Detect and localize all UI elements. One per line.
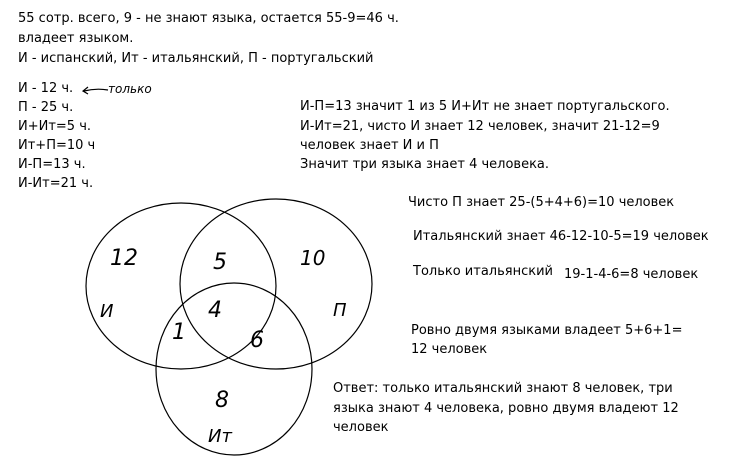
calc-only-it: 19-1-4-6=8 человек bbox=[564, 267, 699, 282]
region-only-i: 12 bbox=[110, 246, 138, 271]
calc-only-it-label: Только итальянский bbox=[413, 264, 553, 279]
region-i-it: 1 bbox=[172, 320, 186, 345]
given-item: И+Ит=5 ч. bbox=[18, 119, 92, 134]
reasoning-line: человек знает И и П bbox=[300, 138, 439, 153]
calc-italian: Итальянский знает 46-12-10-5=19 человек bbox=[413, 229, 709, 244]
given-item: Ит+П=10 ч bbox=[18, 138, 96, 153]
calc-pure-p: Чисто П знает 25-(5+4+6)=10 человек bbox=[408, 195, 675, 210]
reasoning-line: Значит три языка знает 4 человека. bbox=[300, 157, 550, 172]
region-i-p: 5 bbox=[213, 250, 227, 275]
set-label-i: И bbox=[100, 301, 114, 322]
set-label-it: Ит bbox=[208, 426, 232, 447]
answer-line: Ответ: только итальянский знают 8 человек, три bbox=[333, 381, 673, 396]
answer-line: человек bbox=[333, 420, 389, 435]
given-item: И-П=13 ч. bbox=[18, 157, 86, 172]
set-label-p: П bbox=[333, 300, 347, 321]
reasoning-line: И-П=13 значит 1 из 5 И+Ит не знает португальского. bbox=[300, 99, 670, 114]
header-line-1: 55 сотр. всего, 9 - не знают языка, остается 55-9=46 ч. bbox=[18, 11, 399, 26]
calc-two-langs-2: 12 человек bbox=[411, 342, 488, 357]
region-p-it: 6 bbox=[250, 328, 264, 353]
given-item: И-Ит=21 ч. bbox=[18, 176, 94, 191]
region-all-three: 4 bbox=[208, 298, 222, 323]
region-only-it: 8 bbox=[215, 388, 229, 413]
answer-line: языка знают 4 человека, ровно двумя владеют 12 bbox=[333, 401, 679, 416]
reasoning-line: И-Ит=21, чисто И знает 12 человек, значит 21-12=9 bbox=[300, 119, 660, 134]
calc-two-langs-1: Ровно двумя языками владеет 5+6+1= bbox=[411, 323, 683, 338]
header-line-2: владеет языком. bbox=[18, 31, 134, 46]
given-item: И - 12 ч. bbox=[18, 81, 74, 96]
annotation-only: только bbox=[108, 82, 152, 96]
region-only-p: 10 bbox=[300, 246, 326, 270]
given-item: П - 25 ч. bbox=[18, 100, 74, 115]
header-line-3: И - испанский, Ит - итальянский, П - португальский bbox=[18, 51, 374, 66]
